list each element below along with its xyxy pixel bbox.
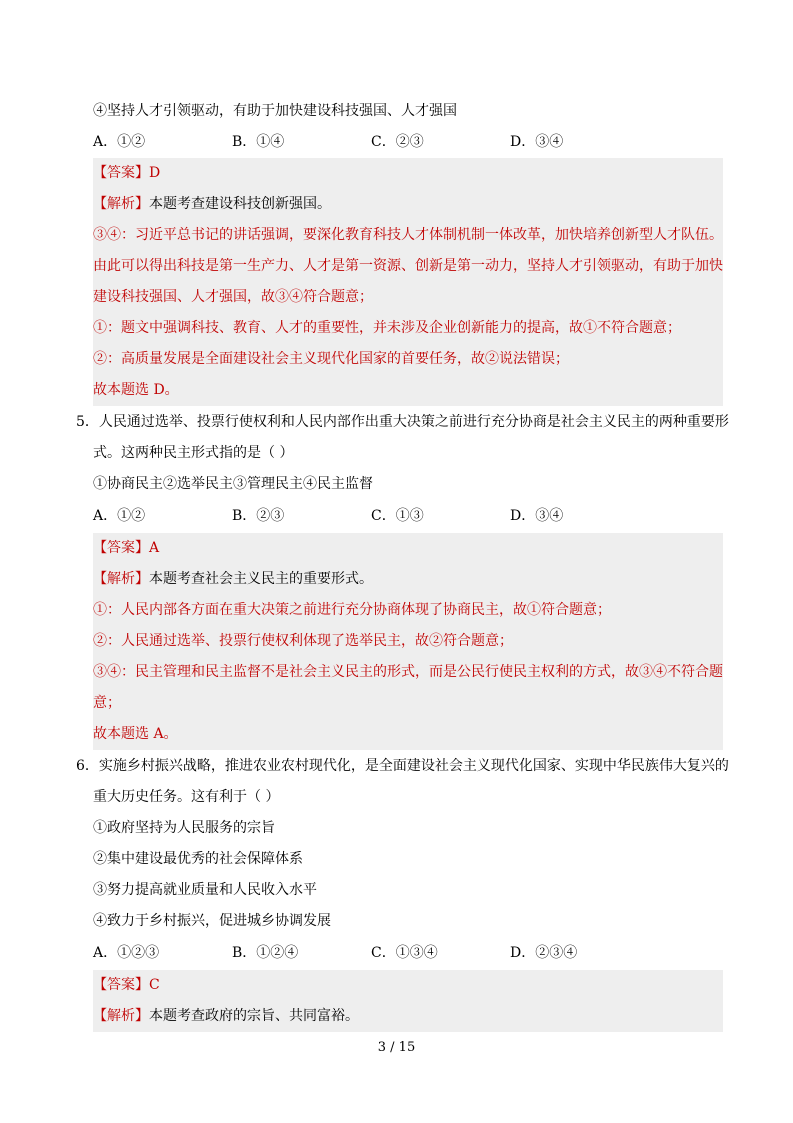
- q4-explanation-1-line-1: ③④：习近平总书记的讲话强调，要深化教育科技人才体制机制一体改革，加快培养创新型人才队伍。: [93, 227, 723, 243]
- q4-option-c: C．②③: [371, 134, 424, 150]
- q5-stem-line-2: 式。这两种民主形式指的是（ ）: [93, 445, 294, 461]
- q5-option-a: A．①②: [93, 508, 146, 524]
- q4-options: [93, 127, 723, 158]
- answer-label: 【答案】: [93, 977, 149, 993]
- q5-explanation-3-line-2: 意；: [93, 695, 121, 711]
- q4-option-a: A．①②: [93, 134, 146, 150]
- answer-label: 【答案】: [93, 540, 149, 556]
- q6-stem-line-1: 6．实施乡村振兴战略，推进农业农村现代化，是全面建设社会主义现代化国家、实现中华民族伟大复兴的: [76, 758, 729, 774]
- q4-explanation-2: ①：题文中强调科技、教育、人才的重要性，并未涉及企业创新能力的提高，故①不符合题意；: [93, 320, 681, 336]
- q6-options: [93, 938, 723, 969]
- q5-items: ①协商民主②选举民主③管理民主④民主监督: [93, 476, 373, 492]
- q6-option-d: D．②③④: [510, 945, 578, 961]
- answer-label: 【答案】: [93, 165, 149, 181]
- q4-analysis: [93, 189, 723, 220]
- q4-option-d: D．③④: [510, 134, 564, 150]
- q6-option-c: C．①③④: [371, 945, 438, 961]
- q5-explanation-2: ②：人民通过选举、投票行使权利体现了选举民主，故②符合题意；: [93, 633, 513, 649]
- page-number: 3 / 15: [377, 1040, 416, 1055]
- q4-conclusion: 故本题选 D。: [93, 382, 179, 398]
- analysis-label: 【解析】: [93, 571, 149, 587]
- q4-item-4: ④坚持人才引领驱动，有助于加快建设科技强国、人才强国: [93, 103, 457, 119]
- q6-answer: [93, 970, 723, 1001]
- q5-option-b: B．②③: [232, 508, 285, 524]
- q5-explanation-3-line-1: ③④：民主管理和民主监督不是社会主义民主的形式，而是公民行使民主权利的方式，故③④不符合题: [93, 664, 723, 680]
- answer-value: D: [149, 165, 161, 181]
- q6-stem-line-2: 重大历史任务。这有利于（ ）: [93, 789, 280, 805]
- q4-explanation-1-line-3: 建设科技强国、人才强国，故③④符合题意；: [93, 289, 373, 305]
- q6-option-b: B．①②④: [232, 945, 299, 961]
- answer-value: C: [149, 977, 160, 993]
- q4-explanation-1-line-2: 由此可以得出科技是第一生产力、人才是第一资源、创新是第一动力，坚持人才引领驱动，有助于加快: [93, 258, 723, 274]
- q6-item-4: ④致力于乡村振兴，促进城乡协调发展: [93, 913, 331, 929]
- q6-item-1: ①政府坚持为人民服务的宗旨: [93, 820, 275, 836]
- analysis-label: 【解析】: [93, 196, 149, 212]
- answer-value: A: [149, 540, 160, 556]
- analysis-text: 本题考查社会主义民主的重要形式。: [149, 571, 373, 587]
- q5-analysis: [93, 564, 723, 595]
- q4-option-b: B．①④: [232, 134, 285, 150]
- q5-option-c: C．①③: [371, 508, 424, 524]
- q6-option-a: A．①②③: [93, 945, 160, 961]
- analysis-label: 【解析】: [93, 1008, 149, 1024]
- analysis-text: 本题考查建设科技创新强国。: [149, 196, 331, 212]
- q4-answer: [93, 158, 723, 189]
- analysis-text: 本题考查政府的宗旨、共同富裕。: [149, 1008, 359, 1024]
- q5-explanation-1: ①：人民内部各方面在重大决策之前进行充分协商体现了协商民主，故①符合题意；: [93, 602, 611, 618]
- q5-options: [93, 501, 723, 532]
- q5-stem-line-1: 5．人民通过选举、投票行使权利和人民内部作出重大决策之前进行充分协商是社会主义民主的两种重要形: [76, 414, 729, 430]
- q6-item-2: ②集中建设最优秀的社会保障体系: [93, 851, 303, 867]
- q4-explanation-3: ②：高质量发展是全面建设社会主义现代化国家的首要任务，故②说法错误；: [93, 351, 569, 367]
- q5-conclusion: 故本题选 A。: [93, 726, 178, 742]
- q6-item-3: ③努力提高就业质量和人民收入水平: [93, 882, 317, 898]
- q5-option-d: D．③④: [510, 508, 564, 524]
- q5-answer: [93, 533, 723, 564]
- q6-analysis: [93, 1001, 723, 1032]
